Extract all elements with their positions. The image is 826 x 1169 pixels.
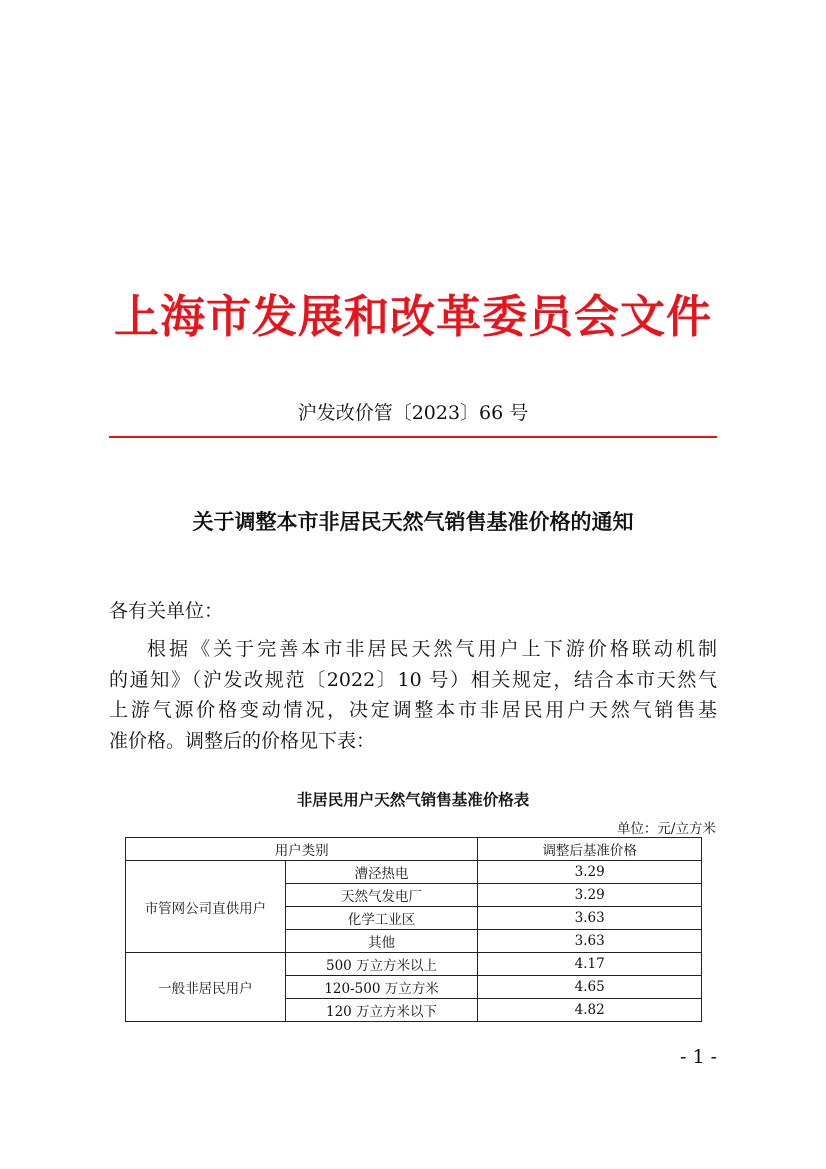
sub-category: 120-500 万立方米: [285, 976, 478, 999]
price-cell: 4.17: [478, 953, 702, 976]
sub-category: 漕泾热电: [285, 861, 478, 884]
sub-category: 500 万立方米以上: [285, 953, 478, 976]
table-row: [126, 861, 702, 884]
price-cell: 4.82: [478, 999, 702, 1022]
price-cell: 4.65: [478, 976, 702, 999]
red-divider: [109, 436, 717, 438]
salutation: 各有关单位：: [109, 600, 224, 622]
table-caption: 非居民用户天然气销售基准价格表: [296, 791, 530, 809]
table-header-row: [126, 838, 702, 861]
body-paragraph: [109, 634, 717, 756]
sub-category: 化学工业区: [285, 907, 478, 930]
header-user-category: 用户类别: [126, 838, 478, 861]
sub-category: 120 万立方米以下: [285, 999, 478, 1022]
body-line: 准价格。调整后的价格见下表：: [109, 729, 376, 752]
page-number: - 1 -: [679, 1046, 717, 1068]
document-header-title: 上海市发展和改革委员会文件: [113, 290, 712, 343]
notice-title: 关于调整本市非居民天然气销售基准价格的通知: [192, 509, 634, 534]
price-cell: 3.29: [478, 861, 702, 884]
document-number: 沪发改价管〔2023〕66 号: [297, 402, 529, 424]
sub-category: 其他: [285, 930, 478, 953]
price-cell: 3.63: [478, 907, 702, 930]
body-line: 根据《关于完善本市非居民天然气用户上下游价格联动机制: [147, 638, 717, 660]
body-line: 的通知》（沪发改规范〔2022〕10 号）相关规定，结合本市天然气: [109, 668, 717, 691]
group-name: 市管网公司直供用户: [126, 861, 286, 953]
header-price: 调整后基准价格: [478, 838, 702, 861]
unit-note: 单位：元/立方米: [616, 821, 716, 837]
sub-category: 天然气发电厂: [285, 884, 478, 907]
price-cell: 3.63: [478, 930, 702, 953]
price-cell: 3.29: [478, 884, 702, 907]
table-row: [126, 953, 702, 976]
group-name: 一般非居民用户: [126, 953, 286, 1022]
price-table: [125, 837, 702, 1022]
body-line: 上游气源价格变动情况，决定调整本市非居民用户天然气销售基: [109, 699, 717, 721]
